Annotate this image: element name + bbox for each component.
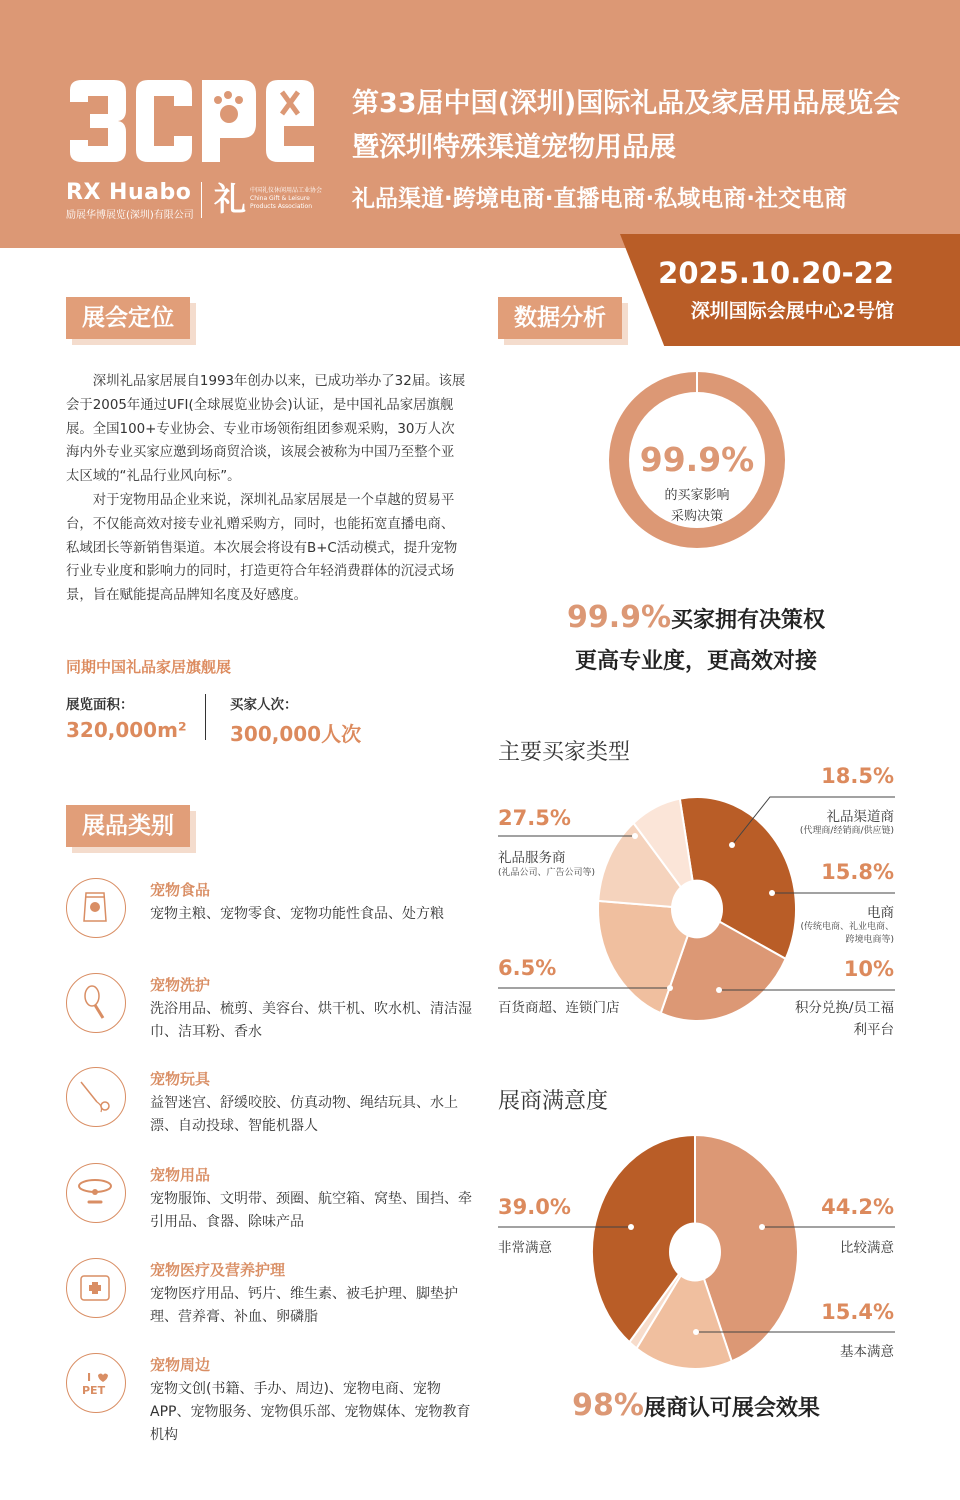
category-title: 宠物用品 <box>150 1166 211 1184</box>
buyers-label: 买家人次： <box>230 697 298 713</box>
label-retail-pct: 6.5% <box>498 956 557 980</box>
title-line-2: 暨深圳特殊渠道宠物用品展 <box>352 132 676 163</box>
note-gift-channel: (代理商/经销商/供应链) <box>799 826 894 836</box>
category-desc: 洗浴用品、梳剪、美容台、烘干机、吹水机、清洁湿巾、洁耳粉、香水 <box>150 1001 472 1040</box>
label-basic-satisfied: 基本满意 <box>840 1344 894 1360</box>
positioning-para-2: 对于宠物用品企业来说，深圳礼品家居展是一个卓越的贸易平台，不仅能高效对接专业礼赠采购方，同时，也能拓宽直播电商、私域团长等新销售渠道。本次展会将设有B+C活动模式，提升宠物行业专业度和影响力的同时，打造更符合年轻消费群体的沉浸式场景，旨在赋能提高品牌知名度及好感度。 <box>66 492 458 604</box>
svg-text:I: I <box>87 1371 92 1384</box>
buyer-type-title: 主要买家类型 <box>498 740 631 765</box>
svg-text:PET: PET <box>82 1384 106 1397</box>
label-very-satisfied: 非常满意 <box>498 1240 552 1256</box>
organizer-name: 励展华博展览(深圳)有限公司 <box>66 210 194 221</box>
area-label: 展览面积： <box>66 697 134 713</box>
satisfaction-title: 展商满意度 <box>498 1089 609 1114</box>
flagship-label: 同期中国礼品家居旗舰展 <box>66 658 232 676</box>
area-value: 320,000m² <box>66 718 187 742</box>
categories-heading: 展品类别 <box>66 805 190 847</box>
label-gift-service-pct: 27.5% <box>498 806 571 830</box>
title-line-1: 第33届中国(深圳)国际礼品及家居用品展览会 <box>352 88 901 119</box>
label-points: 积分兑换/员工福利平台 <box>794 1000 894 1038</box>
ring-caption-1: 的买家影响 <box>664 488 730 503</box>
satisfaction-claim-text: 展商认可展会效果 <box>643 1396 820 1421</box>
expo-date: 2025.10.20-22 <box>658 256 894 290</box>
category-title: 宠物玩具 <box>150 1070 211 1088</box>
analysis-heading: 数据分析 <box>498 297 622 339</box>
satisfaction-claim <box>496 1388 896 1423</box>
satisfaction-claim-pct: 98% <box>572 1388 644 1423</box>
buyers-value: 300,000人次 <box>230 722 362 746</box>
positioning-para-1: 深圳礼品家居展自1993年创办以来，已成功举办了32届。该展会于2005年通过UFI(全球展览业协会)认证，是中国礼品家居旗舰展。全国100+专业协会、专业市场领衔组团参观采购，30万人次海内外专业买家应邀到场商贸洽谈，该展会被称为中国乃至整个亚太区域的“礼品行业风向标”。 <box>66 374 466 485</box>
category-desc: 宠物主粮、宠物零食、宠物功能性食品、处方粮 <box>150 906 444 922</box>
note-gift-service: (礼品公司、广告公司等) <box>498 868 596 878</box>
label-gift-channel-pct: 18.5% <box>821 764 894 788</box>
category-title: 宠物医疗及营养护理 <box>150 1261 286 1279</box>
expo-venue: 深圳国际会展中心2号馆 <box>690 300 894 322</box>
note-ecommerce: (传统电商、礼业电商、跨境电商等) <box>800 922 894 945</box>
organizer-brand: RX Huabo <box>66 180 192 205</box>
label-gift-service: 礼品服务商 <box>498 850 566 866</box>
category-title: 宠物洗护 <box>150 976 211 994</box>
positioning-heading: 展会定位 <box>66 297 190 339</box>
label-very-satisfied-pct: 39.0% <box>498 1195 571 1219</box>
category-title: 宠物周边 <box>150 1356 211 1374</box>
pie-hole <box>669 1222 721 1281</box>
label-fairly-satisfied: 比较满意 <box>840 1240 894 1256</box>
label-ecommerce: 电商 <box>867 905 894 921</box>
ring-percent: 99.9% <box>639 440 755 479</box>
buyer-type-pie <box>598 797 796 1021</box>
category-desc: 宠物服饰、文明带、颈圈、航空箱、窝垫、围挡、牵引用品、食器、除味产品 <box>150 1191 472 1230</box>
category-title: 宠物食品 <box>150 881 211 899</box>
label-gift-channel: 礼品渠道商 <box>826 809 894 825</box>
category-desc: 宠物医疗用品、钙片、维生素、被毛护理、脚垫护理、营养膏、补血、卵磷脂 <box>150 1286 458 1325</box>
category-desc: 益智迷宫、舒缓咬胶、仿真动物、绳结玩具、水上漂、自动投球、智能机器人 <box>150 1095 458 1134</box>
label-ecommerce-pct: 15.8% <box>821 860 894 884</box>
decision-claim-line2: 更高专业度，更高效对接 <box>574 649 817 674</box>
label-retail: 百货商超、连锁门店 <box>498 1000 620 1016</box>
decision-claim-pct: 99.9% <box>566 600 672 635</box>
ring-caption <box>608 485 786 527</box>
channels-line: 礼品渠道·跨境电商·直播电商·私域电商·社交电商 <box>352 186 847 212</box>
category-desc: 宠物文创(书籍、手办、周边)、宠物电商、宠物APP、宠物服务、宠物俱乐部、宠物媒体、宠物教育机构 <box>150 1381 471 1443</box>
label-fairly-satisfied-pct: 44.2% <box>821 1195 894 1219</box>
ring-caption-2: 采购决策 <box>670 509 723 524</box>
pie-hole <box>671 880 723 939</box>
decision-claim-text: 买家拥有决策权 <box>671 608 826 633</box>
association-name: 中国礼仪休闲用品工业协会 China Gift & Leisure Products Association <box>250 187 323 210</box>
label-points-pct: 10% <box>843 957 894 981</box>
association-mark: 礼 <box>214 180 247 218</box>
label-basic-satisfied-pct: 15.4% <box>821 1300 894 1324</box>
decision-claim <box>496 600 896 635</box>
